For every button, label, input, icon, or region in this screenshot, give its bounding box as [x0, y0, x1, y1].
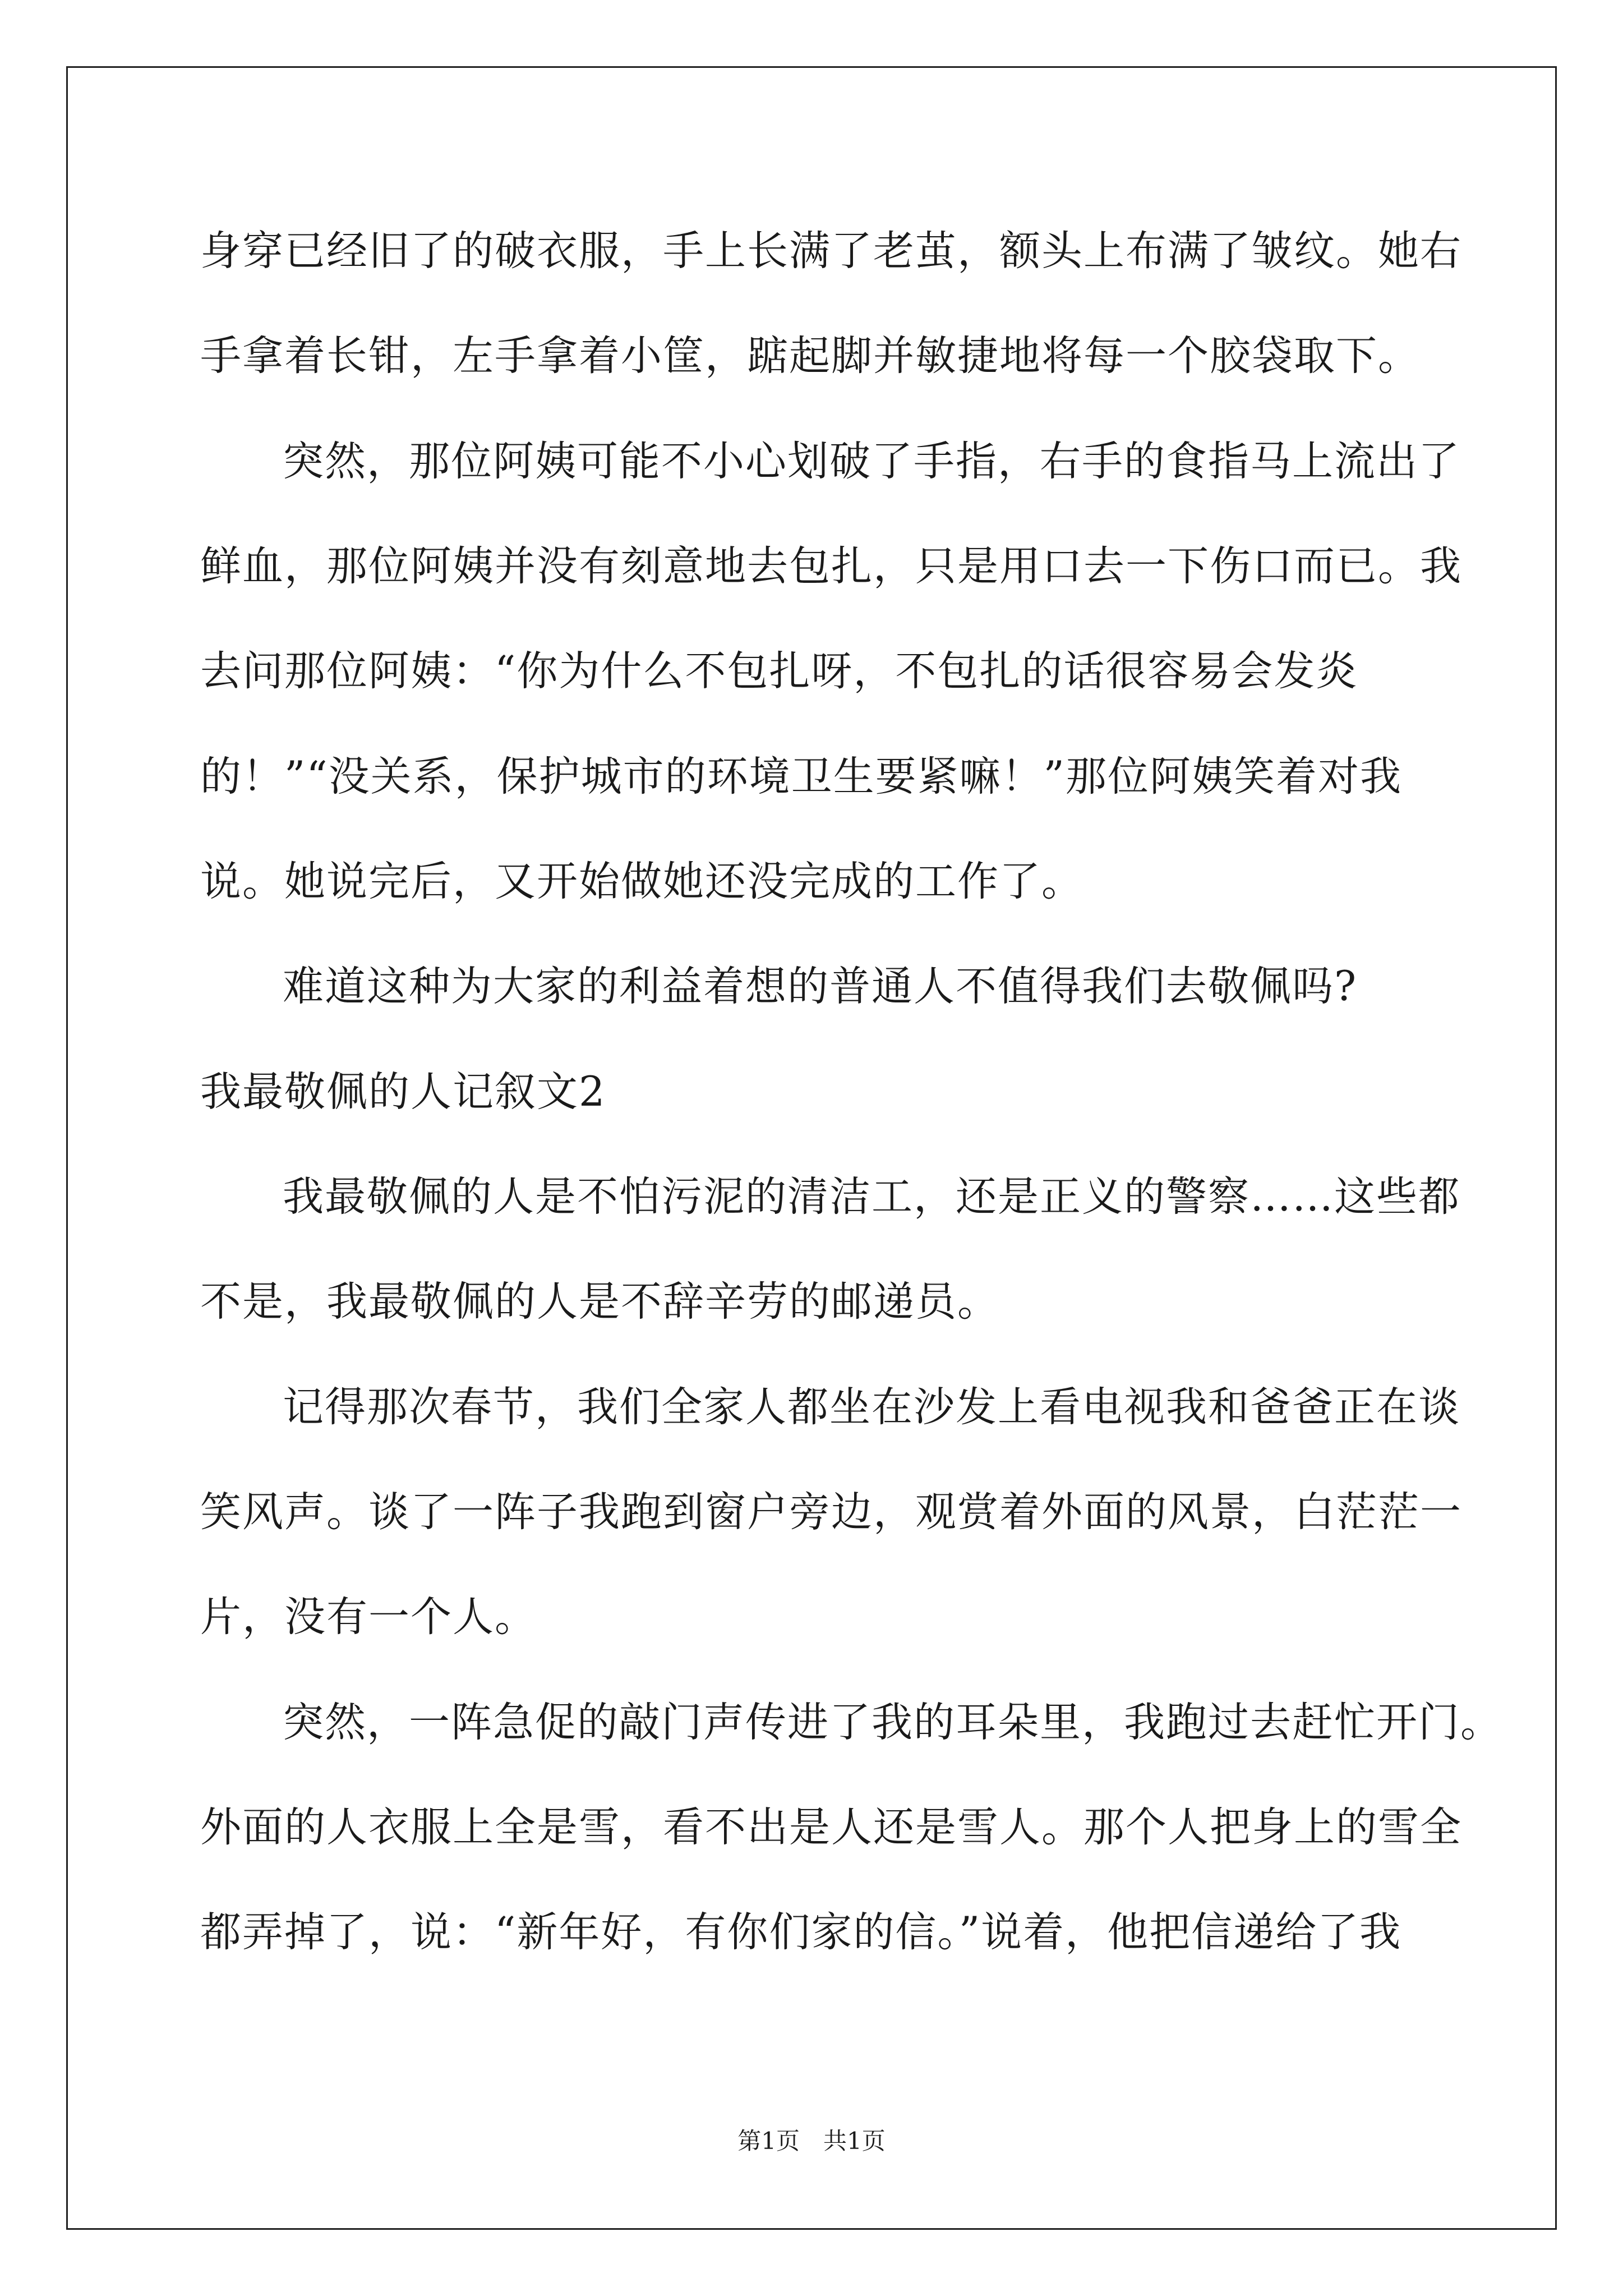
- body-line-17: 都弄掉了，说：“新年好，有你们家的信。”说着，他把信递给了我: [200, 1908, 1402, 1956]
- body-line-6: 的！”“没关系，保护城市的环境卫生要紧嘛！”那位阿姨笑着对我: [200, 753, 1402, 800]
- paragraph-first-line-10: 我最敬佩的人是不怕污泥的清洁工，还是正义的警察……这些都: [283, 1173, 1460, 1221]
- page-border: [66, 66, 1557, 2230]
- paragraph-first-line-3: 突然，那位阿姨可能不小心划破了手指，右手的食指马上流出了: [283, 438, 1460, 485]
- page-number-footer: 第1页 共1页: [737, 2127, 886, 2155]
- body-line-2: 手拿着长钳，左手拿着小筐，踮起脚并敏捷地将每一个胶袋取下。: [200, 332, 1420, 380]
- body-line-16: 外面的人衣服上全是雪，看不出是人还是雪人。那个人把身上的雪全: [200, 1803, 1462, 1851]
- body-line-4: 鲜血，那位阿姨并没有刻意地去包扎，只是用口去一下伤口而已。我: [200, 542, 1462, 590]
- section-heading: 我最敬佩的人记叙文2: [200, 1068, 606, 1116]
- body-line-14: 片，没有一个人。: [200, 1593, 537, 1641]
- body-line-1: 身穿已经旧了的破衣服，手上长满了老茧，额头上布满了皱纹。她右: [200, 227, 1462, 275]
- paragraph-first-line-15: 突然，一阵急促的敲门声传进了我的耳朵里，我跑过去赶忙开门。: [283, 1699, 1502, 1746]
- paragraph-first-line-12: 记得那次春节，我们全家人都坐在沙发上看电视我和爸爸正在谈: [283, 1383, 1460, 1431]
- body-line-5: 去问那位阿姨：“你为什么不包扎呀，不包扎的话很容易会发炎: [200, 647, 1358, 695]
- body-line-11: 不是，我最敬佩的人是不辞辛劳的邮递员。: [200, 1278, 999, 1326]
- paragraph-first-line-8: 难道这种为大家的利益着想的普通人不值得我们去敬佩吗?: [283, 963, 1358, 1010]
- body-line-7: 说。她说完后，又开始做她还没完成的工作了。: [200, 858, 1083, 905]
- body-line-13: 笑风声。谈了一阵子我跑到窗户旁边，观赏着外面的风景，白茫茫一: [200, 1488, 1462, 1536]
